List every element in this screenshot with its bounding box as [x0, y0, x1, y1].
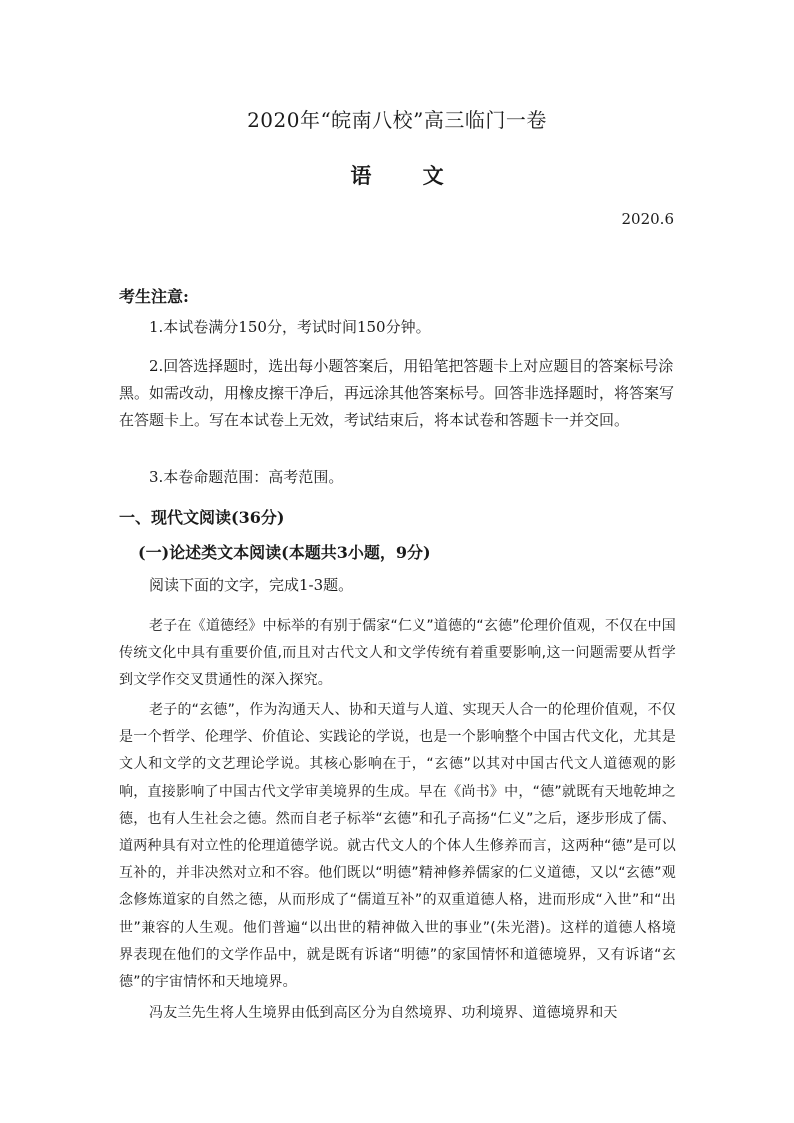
- reading-paragraph-2: 老子的“玄德”，作为沟通天人、协和天道与人道、实现天人合一的伦理价值观，不仅是一个哲学、伦理学、价值论、实践论的学说，也是一个影响整个中国古代文化，尤其是文人和文学的文艺理论学说。其核心影响在于，“玄德”以其对中国古代文人道德观的影响，直接影响了中国古代文学审美境界的生成。早在《尚书》中，“德”就既有天地乾坤之德，也有人生社会之德。然而自老子标举“玄德”和孔子高扬“仁义”之后，逐步形成了儒、道两种具有对立性的伦理道德学说。就古代文人的个体人生修养而言，这两种“德”是可以互补的，并非决然对立和不容。他们既以“明德”精神修养儒家的仁义道德，又以“玄德”观念修炼道家的自然之德，从而形成了“儒道互补”的双重道德人格，进而形成“入世”和“出世”兼容的人生观。他们普遍“以出世的精神做入世的事业”(朱光潜)。这样的道德人格境界表现在他们的文学作品中，就是既有诉诸“明德”的家国情怀和道德境界，又有诉诸“玄德”的宇宙情怀和天地境界。: [119, 702, 676, 991]
- section-heading: 一、现代文阅读(36分): [119, 508, 285, 527]
- notice-item-1: 1.本试卷满分150分，考试时间150分钟。: [149, 318, 431, 336]
- notice-item-3: 3.本卷命题范围：高考范围。: [149, 468, 344, 486]
- subject-title: 语 文: [350, 163, 466, 188]
- reading-paragraph-1: 老子在《道德经》中标举的有别于儒家“仁义”道德的“玄德”伦理价值观，不仅在中国传统文化中具有重要价值,而且对古代文人和文学传统有着重要影响,这一问题需要从哲学到文学作交叉贯通性的深入探究。: [119, 618, 676, 689]
- subsection-heading: (一)论述类文本阅读(本题共3小题，9分): [138, 543, 431, 562]
- exam-date: 2020.6: [621, 210, 674, 228]
- reading-paragraph-3: 冯友兰先生将人生境界由低到高区分为自然境界、功利境界、道德境界和天: [149, 1005, 618, 1021]
- notice-item-2: 2.回答选择题时，选出每小题答案后，用铅笔把答题卡上对应题目的答案标号涂黑。如需改动，用橡皮擦干净后，再远涂其他答案标号。回答非选择题时，将答案写在答题卡上。写在本试卷上无效，考试结束后，将本试卷和答题卡一并交回。: [119, 357, 675, 429]
- exam-title: 2020年“皖南八校”高三临门一卷: [247, 108, 547, 132]
- notice-heading: 考生注意:: [119, 287, 189, 306]
- reading-instruction: 阅读下面的文字，完成1-3题。: [149, 576, 354, 594]
